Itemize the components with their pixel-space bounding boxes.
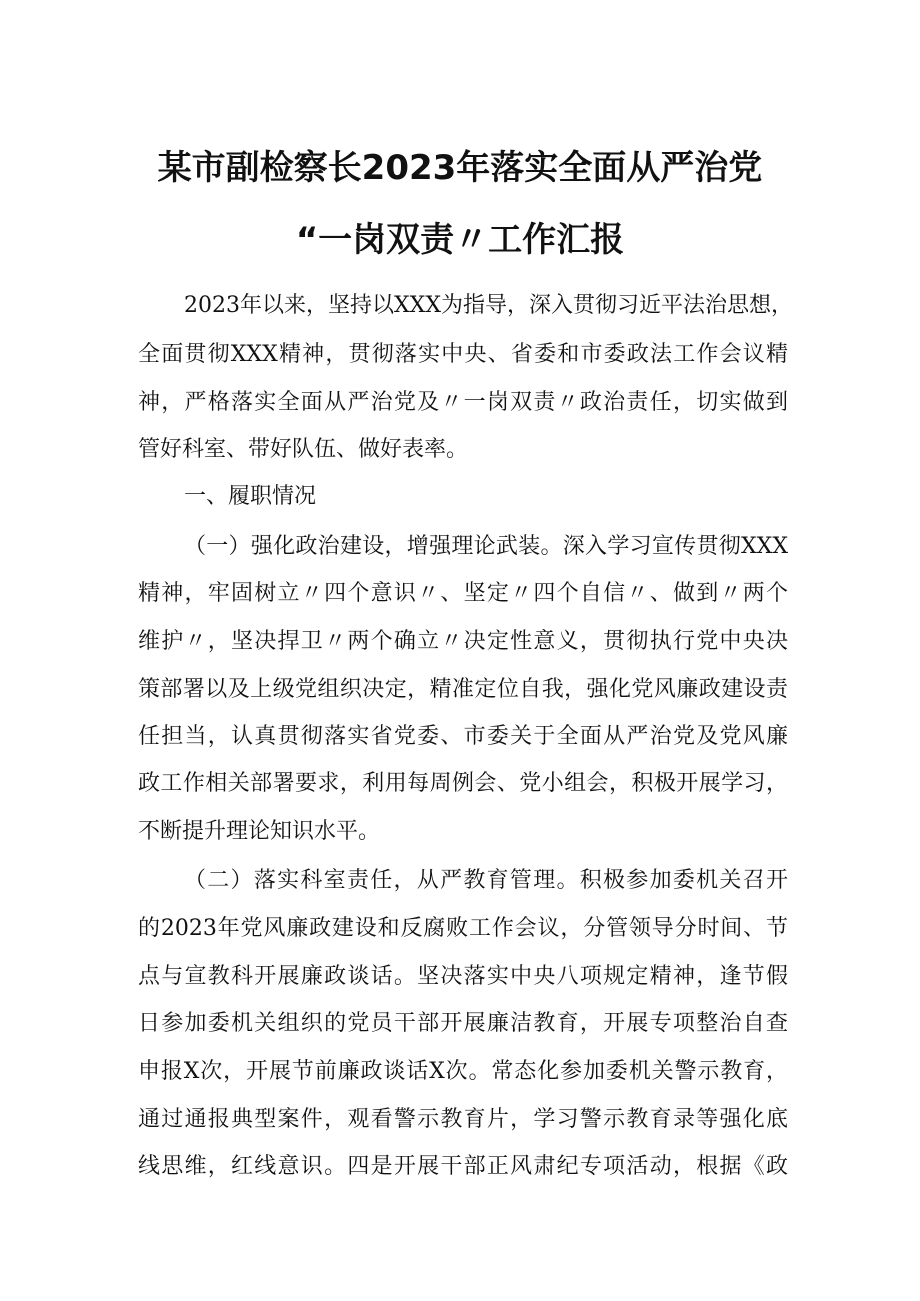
paragraph-3-line: 线思维，红线意识。四是开展干部正风肃纪专项活动，根据《政	[138, 1154, 788, 1179]
paragraph-1-line: 神，严格落实全面从严治党及〃一岗双责〃政治责任，切实做到	[138, 390, 788, 415]
paragraph-2-line: 策部署以及上级党组织决定，精准定位自我，强化党风廉政建设责	[138, 677, 788, 702]
paragraph-1-line: 管好科室、带好队伍、做好表率。	[138, 437, 469, 462]
paragraph-3-line: 通过通报典型案件，观看警示教育片，学习警示教育录等强化底	[138, 1107, 788, 1132]
paragraph-3-line: （二）落实科室责任，从严教育管理。积极参加委机关召开	[184, 868, 788, 893]
paragraph-2-line: （一）强化政治建设，增强理论武装。深入学习宣传贯彻XXX	[184, 534, 788, 559]
paragraph-1-line: 全面贯彻XXX精神，贯彻落实中央、省委和市委政法工作会议精	[138, 342, 788, 367]
paragraph-3-line: 日参加委机关组织的党员干部开展廉洁教育，开展专项整治自查	[138, 1011, 788, 1036]
paragraph-2-line: 精神，牢固树立〃四个意识〃、坚定〃四个自信〃、做到〃两个	[138, 581, 788, 606]
paragraph-1-line: 2023年以来，坚持以XXX为指导，深入贯彻习近平法治思想，	[184, 293, 793, 318]
paragraph-3-line: 申报X次，开展节前廉政谈话X次。常态化参加委机关警示教育，	[138, 1059, 788, 1084]
paragraph-2-line: 不断提升理论知识水平。	[138, 819, 381, 844]
paragraph-2-line: 任担当，认真贯彻落实省党委、市委关于全面从严治党及党风廉	[138, 724, 788, 749]
document-title-line-2: “一岗双责〃工作汇报	[295, 220, 625, 260]
paragraph-2-line: 维护〃，坚决捍卫〃两个确立〃决定性意义，贯彻执行党中央决	[138, 629, 788, 654]
document-title-line-1: 某市副检察长2023年落实全面从严治党	[157, 148, 763, 188]
paragraph-2-line: 政工作相关部署要求，利用每周例会、党小组会，积极开展学习，	[138, 771, 788, 796]
paragraph-3-line: 点与宣教科开展廉政谈话。坚决落实中央八项规定精神，逢节假	[138, 964, 788, 989]
section-heading: 一、履职情况	[184, 484, 317, 509]
paragraph-3-line: 的2023年党风廉政建设和反腐败工作会议，分管领导分时间、节	[138, 916, 788, 941]
